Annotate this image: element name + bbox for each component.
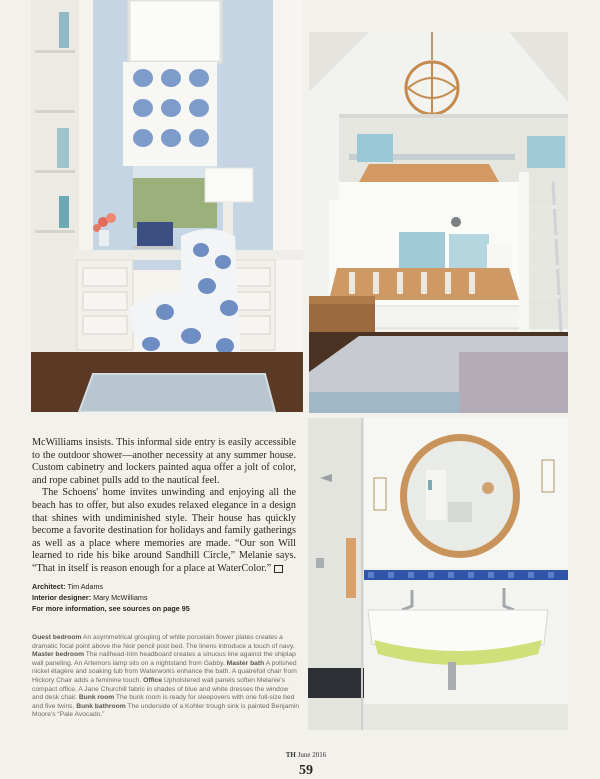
magazine-logo: TH xyxy=(285,751,296,759)
caption-text: The bunk room is ready for sleepovers with one full-size bed and five twins. xyxy=(32,694,295,710)
caption-label: Master bath xyxy=(226,659,265,667)
architect-label: Architect: xyxy=(32,582,66,591)
caption-label: Office xyxy=(143,676,163,684)
page-folio xyxy=(271,744,341,779)
caption-text: Upholstered wall panels soften Melanie's compact office. A Jane Churchill fabric in shades of blue and white dresses the window and desk chair. xyxy=(32,676,289,702)
page-number: 59 xyxy=(299,763,313,778)
caption-text: The underside of a Kohler trough sink is painted Benjamin Moore's “Pale Avocado.” xyxy=(32,702,300,719)
end-mark-icon xyxy=(274,565,283,573)
designer-label: Interior designer: xyxy=(32,593,92,602)
caption-label: Master bedroom xyxy=(32,651,85,659)
designer-credit xyxy=(32,592,302,603)
article-paragraph-2-text: The Schoens' home invites unwinding and enjoying all the beach has to offer, but also exudes relaxed elegance in a design that shines with undiminished style. Their house has quickly become a favorite destination for holidays and family gatherings as well as a place where memories are made. “Our son Will learned to ride his bike around Sandhill Circle,” Melanie says. “That in itself is reason enough for a place at WaterColor.” xyxy=(32,487,296,574)
bunk-room-photo xyxy=(309,32,568,413)
office-photo xyxy=(31,0,303,412)
caption-label: Bunk room xyxy=(78,694,115,702)
designer-name: Mary McWilliams xyxy=(93,593,148,602)
bunk-bathroom-photo xyxy=(308,418,568,730)
caption-label: Bunk bathroom xyxy=(76,702,126,710)
caption-text: The nailhead-trim headboard creates a sinuous line against the shiplap wall paneling. An Artemors lamp sits on a nightstand from Gabby. xyxy=(32,651,296,667)
credits xyxy=(32,581,302,614)
sources-note: For more information, see sources on page 95 xyxy=(32,604,190,613)
caption-label: Guest bedroom xyxy=(32,634,82,641)
architect-credit xyxy=(32,581,302,592)
caption-text: An asymmetrical grouping of white porcelain flower plates creates a dramatic focal point above the Noir pencil post bed. The linens introduce a touch of navy. xyxy=(32,634,295,650)
article-paragraph-2 xyxy=(32,487,296,575)
architect-name: Tim Adams xyxy=(67,582,104,591)
article-body xyxy=(32,437,296,576)
article-paragraph-1: McWilliams insists. This informal side entry is easily accessible to the outdoor shower—another necessity at any summer house. Custom cabinetry and lockers painted aqua offer a jolt of color, and rope cabinet pulls add to the nautical feel. xyxy=(32,437,296,486)
folio-magazine-line xyxy=(286,751,326,759)
issue-date: June 2016 xyxy=(297,751,327,759)
caption-text: A polished nickel étagère and soaking tub from Waterworks enhance the bath. A quatrefoil chair from Hickory Chair adds a feminine touch. xyxy=(32,659,297,684)
photo-captions xyxy=(32,634,300,720)
